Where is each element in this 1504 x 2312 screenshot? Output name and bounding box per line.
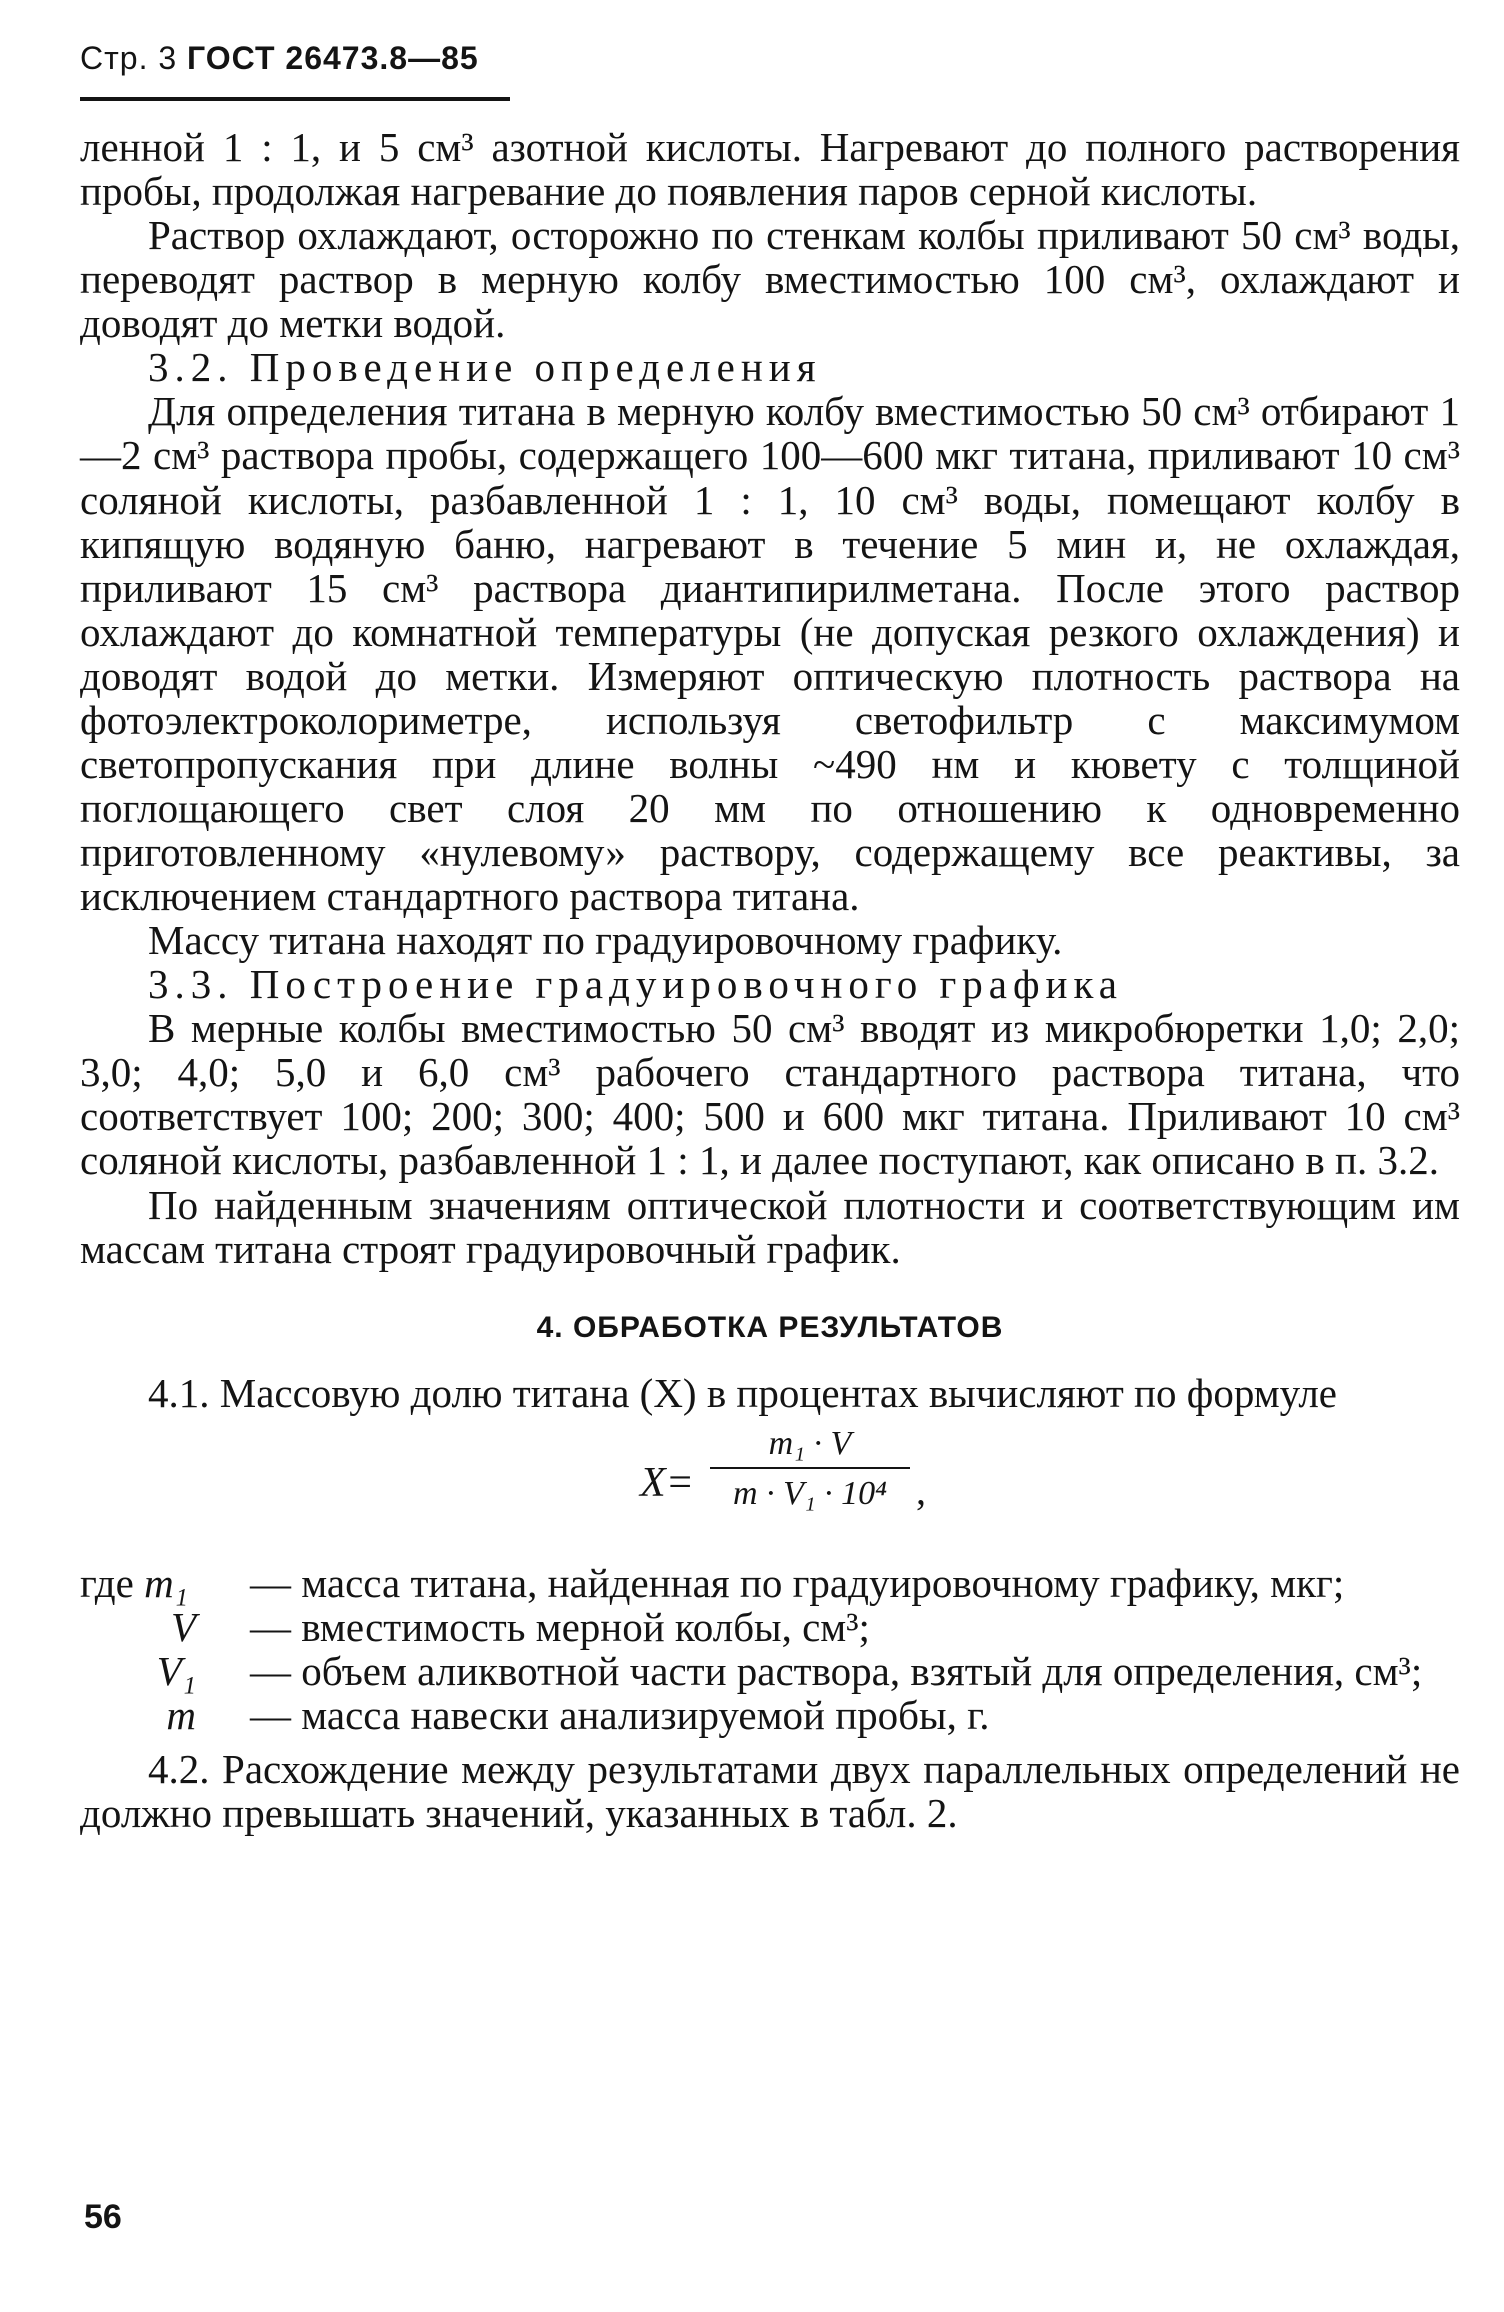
- paragraph: В мерные колбы вместимостью 50 см³ вводят из микробюретки 1,0; 2,0; 3,0; 4,0; 5,0 и 6,0 см³ рабочего стандартного раствора титана, что соответствует 100; 200; 300; 400; 500 и 600 мкг титана. Приливают 10 см³ соляной кислоты, разбавленной 1 : 1, и далее поступают, как описано в п. 3.2.: [80, 1005, 1460, 1184]
- formula-trailing: ,: [916, 1467, 926, 1513]
- definition-row: [80, 1649, 1460, 1693]
- formula-numerator: m₁ · V: [768, 1424, 852, 1462]
- definition-symbol: m: [166, 1691, 196, 1738]
- formula: [80, 1425, 1460, 1555]
- standard-number: ГОСТ 26473.8—85: [187, 40, 479, 76]
- definition-symbol: V: [170, 1603, 196, 1650]
- paragraph: По найденным значениям оптической плотности и соответствующим им массам титана строят градуировочный график.: [80, 1181, 1460, 1272]
- definition-row: [80, 1561, 1460, 1605]
- definition-label: [80, 1605, 250, 1649]
- definition-row: [80, 1693, 1460, 1737]
- formula-lhs: X=: [640, 1459, 694, 1506]
- paragraph: Для определения титана в мерную колбу вместимостью 50 см³ отбирают 1—2 см³ раствора пробы, содержащего 100—600 мкг титана, приливают 10 см³ соляной кислоты, разбавленной 1 : 1, 10 см³ воды, помещают колбу в кипящую водяную баню, нагревают в течение 5 мин и, не охлаждая, приливают 15 см³ раствора диантипирилметана. После этого раствор охлаждают до комнатной температуры (не допуская резкого охлаждения) и доводят водой до метки. Измеряют оптическую плотность раствора на фотоэлектроколориметре, используя светофильтр с максимумом светопропускания при длине волны ~490 нм и кювету с толщиной поглощающего свет слоя 20 мм по отношению к одновременно приготовленному «нулевому» раствору, содержащему все реактивы, за исключением стандартного раствора титана.: [80, 388, 1460, 920]
- paragraph: 4.2. Расхождение между результатами двух параллельных определений не должно превышать значений, указанных в табл. 2.: [80, 1745, 1460, 1836]
- definition-label: [80, 1693, 250, 1737]
- definition-prefix: где: [80, 1559, 134, 1606]
- definition-label: [80, 1561, 250, 1605]
- subsection-heading-3-3: 3.3. Построение градуировочного графика: [148, 961, 1123, 1008]
- paragraph: ленной 1 : 1, и 5 см³ азотной кислоты. Нагревают до полного растворения пробы, продолжая нагревание до появления паров серной кислоты.: [80, 124, 1460, 215]
- definition-label: [80, 1649, 250, 1693]
- page-number: 56: [84, 2198, 122, 2236]
- document-page: [80, 40, 1460, 1835]
- definition-text: — масса титана, найденная по градуировочному графику, мкг;: [250, 1559, 1345, 1606]
- page-header: [80, 40, 1460, 77]
- definition-text: — объем аликвотной части раствора, взятый для определения, см³;: [250, 1647, 1423, 1694]
- definition-text: — масса навески анализируемой пробы, г.: [250, 1691, 990, 1738]
- paragraph: Массу титана находят по градуировочному графику.: [148, 917, 1063, 964]
- paragraph: 4.1. Массовую долю титана (X) в процентах вычисляют по формуле: [148, 1369, 1337, 1416]
- formula-denominator: m · V₁ · 10⁴: [733, 1474, 887, 1512]
- definition-symbol: m₁: [144, 1559, 188, 1606]
- subsection-heading-3-2: 3.2. Проведение определения: [148, 344, 822, 391]
- section-title: 4. ОБРАБОТКА РЕЗУЛЬТАТОВ: [536, 1310, 1004, 1344]
- paragraph: Раствор охлаждают, осторожно по стенкам колбы приливают 50 см³ воды, переводят раствор в мерную колбу вместимостью 100 см³, охлаждают и доводят до метки водой.: [80, 212, 1460, 347]
- formula-fraction: [710, 1425, 910, 1513]
- definition-text: — вместимость мерной колбы, см³;: [250, 1603, 870, 1650]
- definition-row: [80, 1605, 1460, 1649]
- variable-definitions: [80, 1561, 1460, 1737]
- definition-symbol: V₁: [156, 1647, 196, 1694]
- page-label: Стр. 3: [80, 40, 178, 76]
